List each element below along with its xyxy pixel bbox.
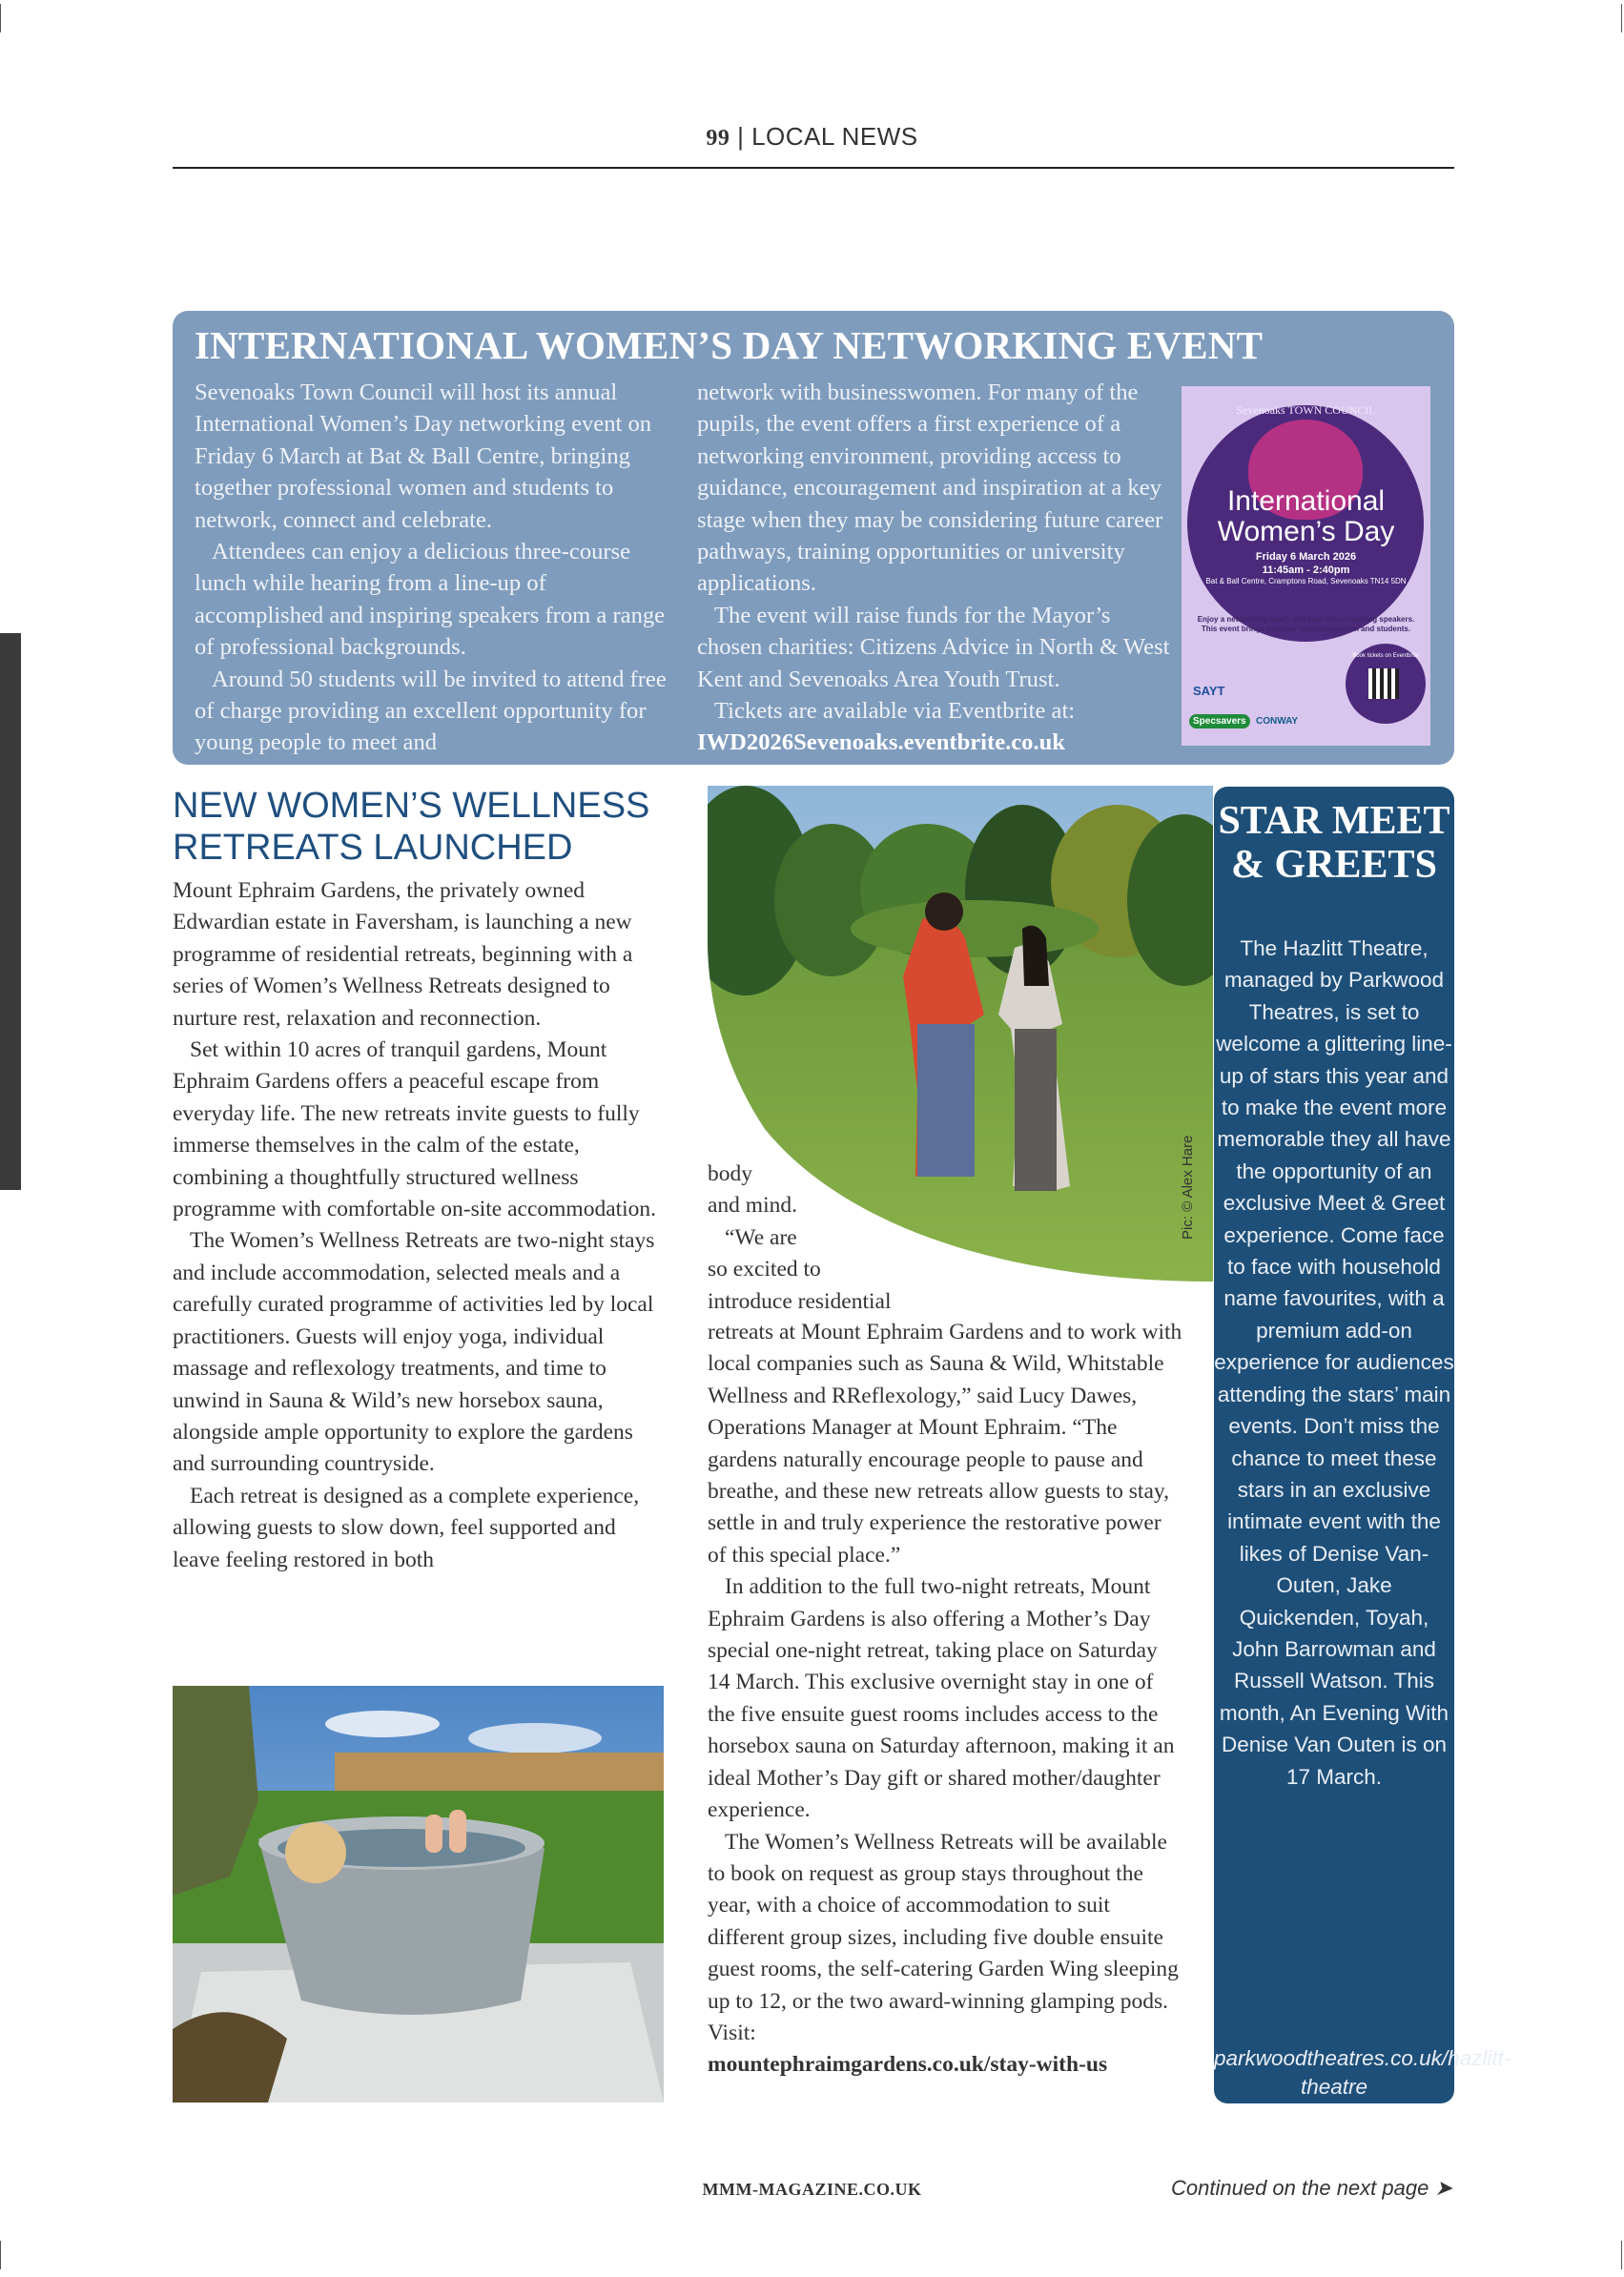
photo-credit: Pic: © Alex Hare [1180, 1135, 1196, 1240]
wellness-paragraph: Each retreat is designed as a complete experience, allowing guests to slow down, feel supported and leave feeling restored in both [173, 1483, 640, 1572]
poster-venue: Bat & Ball Centre, Cramptons Road, Sevenoaks TN14 5DN [1205, 577, 1407, 585]
bleed-image-edge [0, 633, 21, 1190]
iwd-column-2 [697, 377, 1172, 759]
wellness-paragraph: Set within 10 acres of tranquil gardens, Mount Ephraim Gardens offers a peaceful escape from everyday life. The new retreats invite guests to fully immerse themselves in the calm of the estate, combining a thoughtfully structured wellness programme with comfortable on-site accommodation. [173, 1037, 657, 1222]
footer-site[interactable]: MMM-MAGAZINE.CO.UK [702, 2180, 922, 2199]
wellness-paragraph: Mount Ephraim Gardens, the privately owned Edwardian estate in Faversham, is launching a new programme of residential retreats, beginning with a series of Women’s Wellness Retreats designed to nurture rest, relaxation and reconnection. [173, 878, 633, 1031]
star-link[interactable]: parkwoodtheatres.co.uk/hazlitt-theatre [1214, 2046, 1511, 2099]
wellness-line: “We are [725, 1224, 797, 1250]
sponsor-logo: SAYT [1193, 684, 1225, 698]
iwd-headline: INTERNATIONAL WOMEN’S DAY NETWORKING EVENT [195, 323, 1264, 367]
section-label: LOCAL NEWS [751, 122, 918, 151]
crop-mark [1621, 4, 1622, 32]
page-header [0, 122, 1624, 152]
wellness-paragraph: The Women’s Wellness Retreats are two-night stays and include accommodation, selected meals and a carefully curated programme of activities led by local practitioners. Guests will enjoy yoga, individual massage and reflexology treatments, and time to unwind in Sauna & Wild’s new horsebox sauna, alongside ample opportunity to explore the gardens and surrounding countryside. [173, 1228, 655, 1477]
wellness-headline: NEW WOMEN’S WELLNESS RETREATS LAUNCHED [173, 786, 650, 868]
iwd-poster [1182, 386, 1430, 746]
poster-heading [1182, 486, 1430, 547]
wellness-paragraph: retreats at Mount Ephraim Gardens and to work with local companies such as Sauna & Wild, Whitstable Wellness and RReflexology,” said Lucy Dawes, Operations Manager at Mount Ephraim. “The gardens naturally encourage people to pause and breathe, and these new retreats allow guests to stay, settle in and truly experience the restorative power of this special place.” [708, 1320, 1182, 1568]
poster-date: Friday 6 March 2026 [1255, 551, 1357, 563]
poster-sponsors [1189, 665, 1342, 735]
iwd-ticket-link[interactable]: IWD2026Sevenoaks.eventbrite.co.uk [697, 729, 1065, 756]
header-rule [173, 167, 1454, 169]
poster-time: 11:45am - 2:40pm [1262, 564, 1350, 576]
header-separator: | [737, 122, 745, 151]
poster-council-logo: Sevenoaks TOWN COUNCIL [1236, 403, 1376, 417]
crop-mark [0, 2241, 1, 2269]
wellness-line: body [708, 1161, 752, 1186]
star-body: The Hazlitt Theatre, managed by Parkwood Theatres, is set to welcome a glittering line-up of stars this year and to make the event more memorable they all have the opportunity of an exclusive Meet & Greet experience. Come face to face with household name favourites, with a premium add-on experience for audiences attending the stars’ main events. Don’t miss the chance to meet these stars in an exclusive intimate event with the likes of Denise Van-Outen, Jake Quickenden, Toyah, John Barrowman and Russell Watson. This month, An Evening With Denise Van Outen is on 17 March. [1214, 936, 1454, 1789]
wellness-line: so excited to [708, 1257, 821, 1282]
iwd-paragraph: Tickets are available via Eventbrite at: [714, 698, 1076, 725]
iwd-paragraph: Sevenoaks Town Council will host its annual International Women’s Day networking event on Friday 6 March at Bat & Ball Centre, bringing together professional women and students to network, connect and celebrate. [195, 380, 652, 533]
wellness-column-2 [708, 1317, 1184, 2082]
poster-book-label: Book tickets on Eventbrite [1352, 653, 1419, 659]
crop-mark [0, 4, 1, 32]
iwd-column-1 [195, 377, 669, 759]
wellness-link[interactable]: mountephraimgardens.co.uk/stay-with-us [708, 2052, 1108, 2078]
wellness-paragraph: The Women’s Wellness Retreats will be available to book on request as group stays throughout the year, with a choice of accommodation to suit different group sizes, including five double ensuite guest rooms, the self-catering Garden Wing sleeping up to 12, or the two award-winning glamping pods. Visit: [708, 1829, 1179, 2045]
poster-blurb: Enjoy a networking lunch and hear from inspiring speakers. This event brings together businesswomen and students. [1197, 615, 1415, 633]
wellness-column-1 [173, 875, 664, 1576]
iwd-paragraph: Around 50 students will be invited to attend free of charge providing an excellent opportunity for young people to meet and [195, 666, 667, 756]
poster-date-block [1182, 550, 1430, 586]
iwd-paragraph: network with businesswomen. For many of the pupils, the event offers a first experience of a networking environment, providing access to guidance, encouragement and inspiration at a key stage when they may be considering future career pathways, training opportunities or university applications. [697, 380, 1163, 597]
star-headline: STAR MEET & GREETS [1218, 799, 1450, 887]
iwd-paragraph: The event will raise funds for the Mayor’s chosen charities: Citizens Advice in North & West Kent and Sevenoaks Area Youth Trust. [697, 602, 1170, 692]
wellness-paragraph: In addition to the full two-night retreats, Mount Ephraim Gardens is also offering a Mother’s Day special one-night retreat, taking place on Saturday 14 March. This exclusive overnight stay in one of the five ensuite guest rooms includes access to the horsebox sauna on Saturday afternoon, making it an ideal Mother’s Day gift or shared mother/daughter experience. [708, 1574, 1175, 1823]
sponsor-logo: Specsavers [1189, 714, 1250, 728]
iwd-paragraph: Attendees can enjoy a delicious three-course lunch while hearing from a line-up of accomplished and inspiring speakers from a range of professional backgrounds. [195, 539, 666, 661]
poster-heading-line: Women’s Day [1217, 516, 1395, 547]
sponsor-logo: CONWAY [1256, 716, 1299, 727]
wellness-line: and mind. [708, 1193, 797, 1219]
qr-code-icon [1368, 668, 1399, 699]
crop-mark [1621, 2241, 1622, 2269]
tub-photo [173, 1686, 664, 2103]
wellness-line: introduce residential [708, 1288, 892, 1314]
page-number: 99 [706, 126, 730, 151]
wellness-column-2-wrap [708, 1159, 936, 1318]
poster-heading-line: International [1226, 485, 1386, 517]
continued-note: Continued on the next page ➤ [1171, 2176, 1452, 2200]
